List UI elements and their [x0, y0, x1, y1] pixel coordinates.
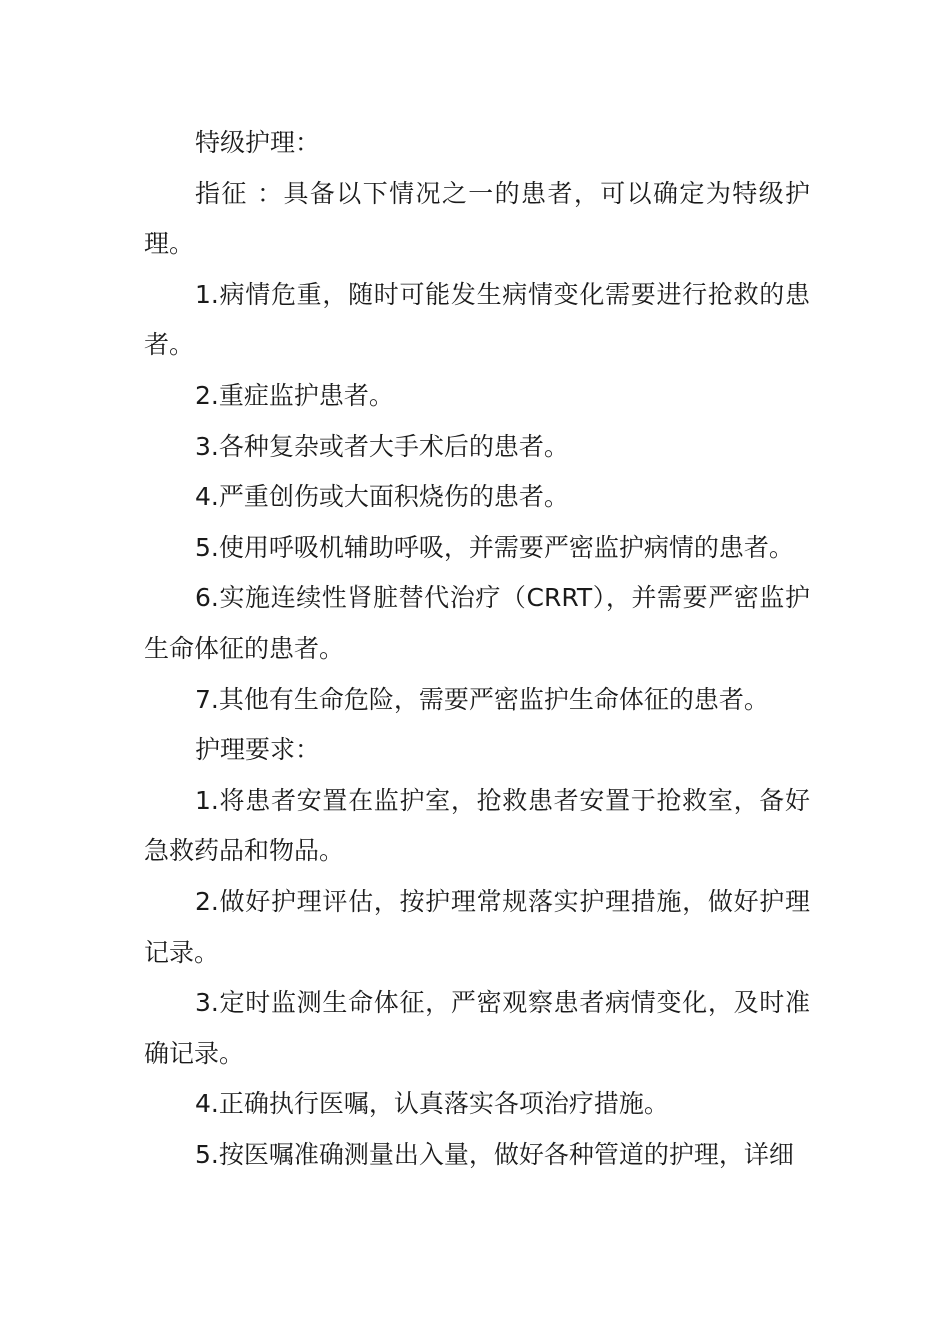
- section-heading-requirements: 护理要求：: [195, 735, 321, 765]
- indication-item-7: 7.其他有生命危险，需要严密监护生命体征的患者。: [195, 684, 769, 714]
- requirement-item-1: 1.将患者安置在监护室，抢救患者安置于抢救室，备好急救药品和物品。: [144, 785, 810, 866]
- indication-item-1: 1.病情危重，随时可能发生病情变化需要进行抢救的患者。: [144, 279, 810, 360]
- section-heading-special-care: 特级护理：: [195, 128, 321, 157]
- requirement-item-4: 4.正确执行医嘱，认真落实各项治疗措施。: [195, 1089, 669, 1119]
- indication-item-5: 5.使用呼吸机辅助呼吸，并需要严密监护病情的患者。: [195, 532, 794, 562]
- indications-paragraph: 指征 ：具备以下情况之一的患者，可以确定为特级护理。: [144, 178, 810, 259]
- requirement-item-5: 5.按医嘱准确测量出入量，做好各种管道的护理，详细: [195, 1139, 794, 1169]
- indication-item-6: 6.实施连续性肾脏替代治疗（CRRT），并需要严密监护生命体征的患者。: [144, 583, 810, 663]
- indication-item-3: 3.各种复杂或者大手术后的患者。: [195, 431, 569, 461]
- indication-item-2: 2.重症监护患者。: [195, 380, 394, 410]
- requirement-item-2: 2.做好护理评估，按护理常规落实护理措施，做好护理记录。: [144, 886, 810, 967]
- document-body: [144, 118, 810, 1180]
- requirement-item-3: 3.定时监测生命体征，严密观察患者病情变化，及时准确记录。: [144, 988, 810, 1068]
- indication-item-4: 4.严重创伤或大面积烧伤的患者。: [195, 482, 569, 512]
